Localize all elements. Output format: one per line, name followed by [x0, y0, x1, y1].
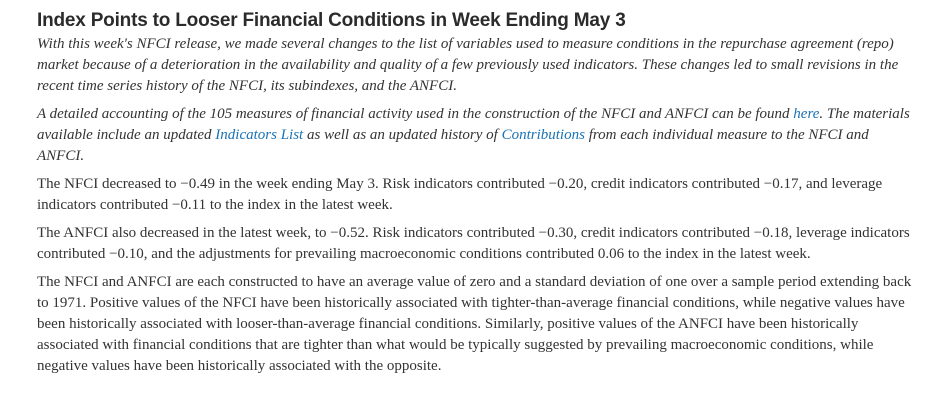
- intro-paragraph: With this week's NFCI release, we made several changes to the list of variables used to measure conditions in the repurchase agreement (repo) market because of a deterioration in the availability and quality of a few previously used indicators. These changes led to small revisions in the recent time series history of the NFCI, its subindexes, and the ANFCI.: [37, 36, 899, 94]
- accounting-text-3: as well as an updated history of: [303, 127, 502, 143]
- anfci-paragraph: The ANFCI also decreased in the latest week, to −0.52. Risk indicators contributed −0.30, credit indicators contributed −0.18, leverage indicators contributed −0.10, and the adjustments for prevailing macroeconomic conditions contributed 0.06 to the index in the latest week.: [37, 225, 910, 262]
- nfci-paragraph: The NFCI decreased to −0.49 in the week ending May 3. Risk indicators contributed −0.20, credit indicators contributed −0.17, and leverage indicators contributed −0.11 to the index in the latest week.: [37, 176, 883, 213]
- accounting-text-4: from each individual measure to the NFCI and ANFCI.: [37, 127, 869, 164]
- accounting-paragraph: [37, 104, 917, 167]
- article-title: Index Points to Looser Financial Conditions in Week Ending May 3: [37, 10, 626, 31]
- contributions-link[interactable]: Contributions: [501, 127, 585, 143]
- indicators-list-link[interactable]: Indicators List: [215, 127, 304, 143]
- accounting-text-2: . The materials available include an updated: [37, 106, 910, 143]
- article: [37, 9, 917, 377]
- accounting-text-1: A detailed accounting of the 105 measures of financial activity used in the construction of the NFCI and ANFCI can be found: [37, 106, 794, 122]
- here-link[interactable]: here: [793, 106, 820, 122]
- explanation-paragraph: The NFCI and ANFCI are each constructed to have an average value of zero and a standard deviation of one over a sample period extending back to 1971. Positive values of the NFCI have been historically associated with tighter-than-average financial conditions, while negative values have been historically associated with looser-than-average financial conditions. Similarly, positive values of the ANFCI have been historically associated with financial conditions that are tighter than what would be typically suggested by prevailing macroeconomic conditions, while negative values have been historically associated with the opposite.: [37, 274, 912, 374]
